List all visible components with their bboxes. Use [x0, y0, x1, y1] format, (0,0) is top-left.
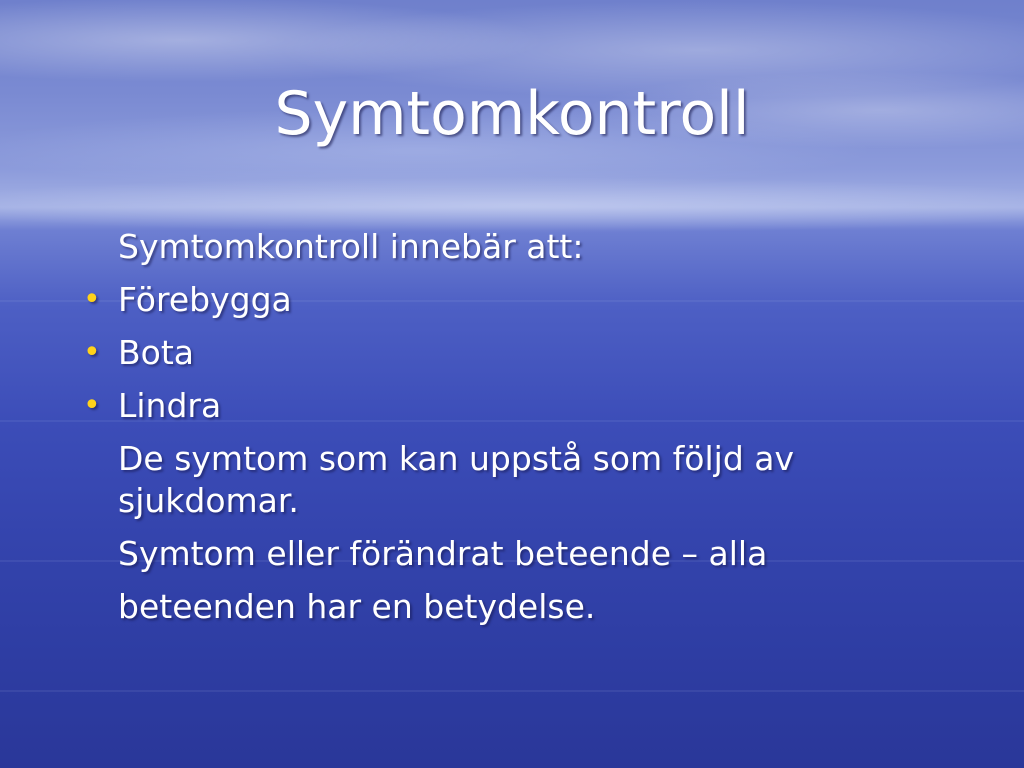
intro-line [80, 226, 960, 268]
slide-body [80, 226, 960, 628]
bullet-item-bota [80, 332, 960, 374]
paragraph-betydelse [80, 586, 960, 628]
paragraph-beteende [80, 533, 960, 575]
paragraph-text: beteenden har en betydelse. [118, 587, 596, 626]
bullet-icon: • [83, 282, 101, 317]
slide-title: Symtomkontroll [274, 79, 750, 149]
paragraph-text: De symtom som kan uppstå som följd av sjukdomar. [118, 439, 795, 520]
bullet-item-forebygga [80, 279, 960, 321]
paragraph-symtom [80, 438, 960, 522]
water-texture [0, 690, 1024, 692]
bullet-text: Förebygga [118, 280, 292, 319]
paragraph-text: Symtom eller förändrat beteende – alla [118, 534, 768, 573]
bullet-item-lindra [80, 385, 960, 427]
bullet-text: Lindra [118, 386, 222, 425]
bullet-icon: • [83, 335, 101, 370]
bullet-icon: • [83, 388, 101, 423]
intro-text: Symtomkontroll innebär att: [118, 227, 584, 266]
bullet-text: Bota [118, 333, 194, 372]
